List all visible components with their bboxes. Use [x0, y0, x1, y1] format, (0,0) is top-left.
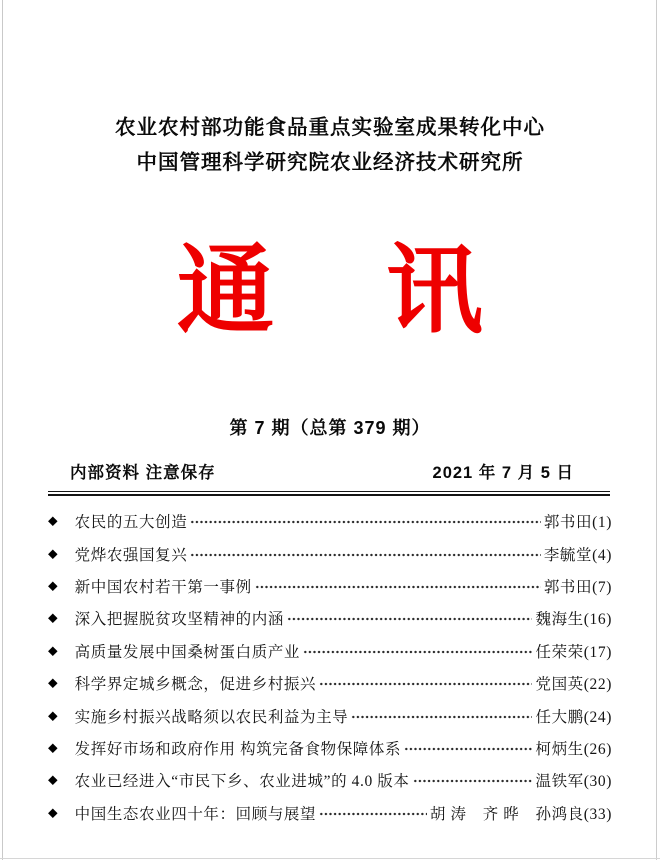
diamond-bullet-icon: ◆: [48, 546, 58, 561]
horizontal-double-rule: [48, 491, 610, 496]
organization-header: [0, 0, 660, 180]
dot-leader: [319, 680, 532, 688]
diamond-bullet-icon: ◆: [48, 708, 58, 723]
dot-leader: [413, 777, 533, 785]
toc-entry-title: 农业已经进入“市民下乡、农业进城”的 4.0 版本: [74, 773, 410, 791]
toc-entry-author: 郭书田(1): [543, 514, 612, 532]
diamond-bullet-icon: ◆: [48, 578, 58, 593]
dot-leader: [190, 518, 540, 526]
toc-entry-author: 任大鹏(24): [535, 708, 612, 726]
newsletter-title-char-2: 讯: [386, 232, 483, 347]
dot-leader: [404, 745, 532, 753]
toc-row: [48, 505, 612, 537]
toc-entry-author: 任荣荣(17): [535, 643, 612, 661]
toc-row: [48, 570, 612, 602]
toc-row: [48, 602, 612, 634]
newsletter-title-char-1: 通: [177, 232, 274, 347]
toc-entry-author: 魏海生(16): [535, 611, 612, 629]
diamond-bullet-icon: ◆: [48, 772, 58, 787]
dot-leader: [319, 810, 427, 818]
toc-entry-title: 实施乡村振兴战略须以农民利益为主导: [74, 708, 349, 726]
toc-entry-author: 温铁军(30): [535, 773, 612, 791]
toc-entry-author: 党国英(22): [535, 676, 612, 694]
toc-entry-title: 科学界定城乡概念，促进乡村振兴: [74, 676, 317, 694]
dot-leader: [255, 583, 541, 591]
meta-row: [0, 459, 660, 483]
page-edge-left: [2, 0, 3, 860]
dot-leader: [351, 713, 532, 721]
page-edge-bottom: [0, 858, 660, 859]
toc-entry-title: 中国生态农业四十年：回顾与展望: [74, 805, 317, 823]
diamond-bullet-icon: ◆: [48, 740, 58, 755]
table-of-contents: [0, 505, 660, 829]
newsletter-title: [0, 232, 660, 347]
toc-entry-title: 农民的五大创造: [74, 514, 188, 532]
diamond-bullet-icon: ◆: [48, 610, 58, 625]
issue-number-line: 第 7 期（总第 379 期）: [229, 418, 431, 438]
dot-leader: [287, 615, 533, 623]
diamond-bullet-icon: ◆: [48, 513, 58, 528]
toc-row: [48, 797, 612, 829]
toc-entry-title: 深入把握脱贫攻坚精神的内涵: [74, 611, 284, 629]
toc-entry-title: 新中国农村若干第一事例: [74, 578, 252, 596]
diamond-bullet-icon: ◆: [48, 643, 58, 658]
toc-row: [48, 635, 612, 667]
diamond-bullet-icon: ◆: [48, 805, 58, 820]
toc-entry-title: 发挥好市场和政府作用 构筑完备食物保障体系: [74, 740, 402, 758]
toc-entry-author: 柯炳生(26): [535, 740, 612, 758]
organization-line-2: 中国管理科学研究院农业经济技术研究所: [136, 151, 524, 174]
toc-row: [48, 699, 612, 731]
toc-entry-title: 党烨农强国复兴: [74, 546, 188, 564]
toc-row: [48, 732, 612, 764]
page-edge-right: [656, 0, 657, 860]
toc-row: [48, 537, 612, 569]
organization-line-1: 农业农村部功能食品重点实验室成果转化中心: [115, 116, 545, 139]
toc-row: [48, 667, 612, 699]
toc-entry-author: 李毓堂(4): [543, 546, 612, 564]
dot-leader: [190, 551, 540, 559]
toc-entry-author: 胡 涛 齐 晔 孙鸿良(33): [429, 805, 612, 823]
publication-date: 2021 年 7 月 5 日: [432, 464, 574, 482]
dot-leader: [303, 648, 532, 656]
internal-material-notice: 内部资料 注意保存: [70, 464, 216, 482]
toc-entry-author: 郭书田(7): [543, 578, 612, 596]
diamond-bullet-icon: ◆: [48, 675, 58, 690]
toc-row: [48, 764, 612, 796]
toc-entry-title: 高质量发展中国桑树蛋白质产业: [74, 643, 301, 661]
